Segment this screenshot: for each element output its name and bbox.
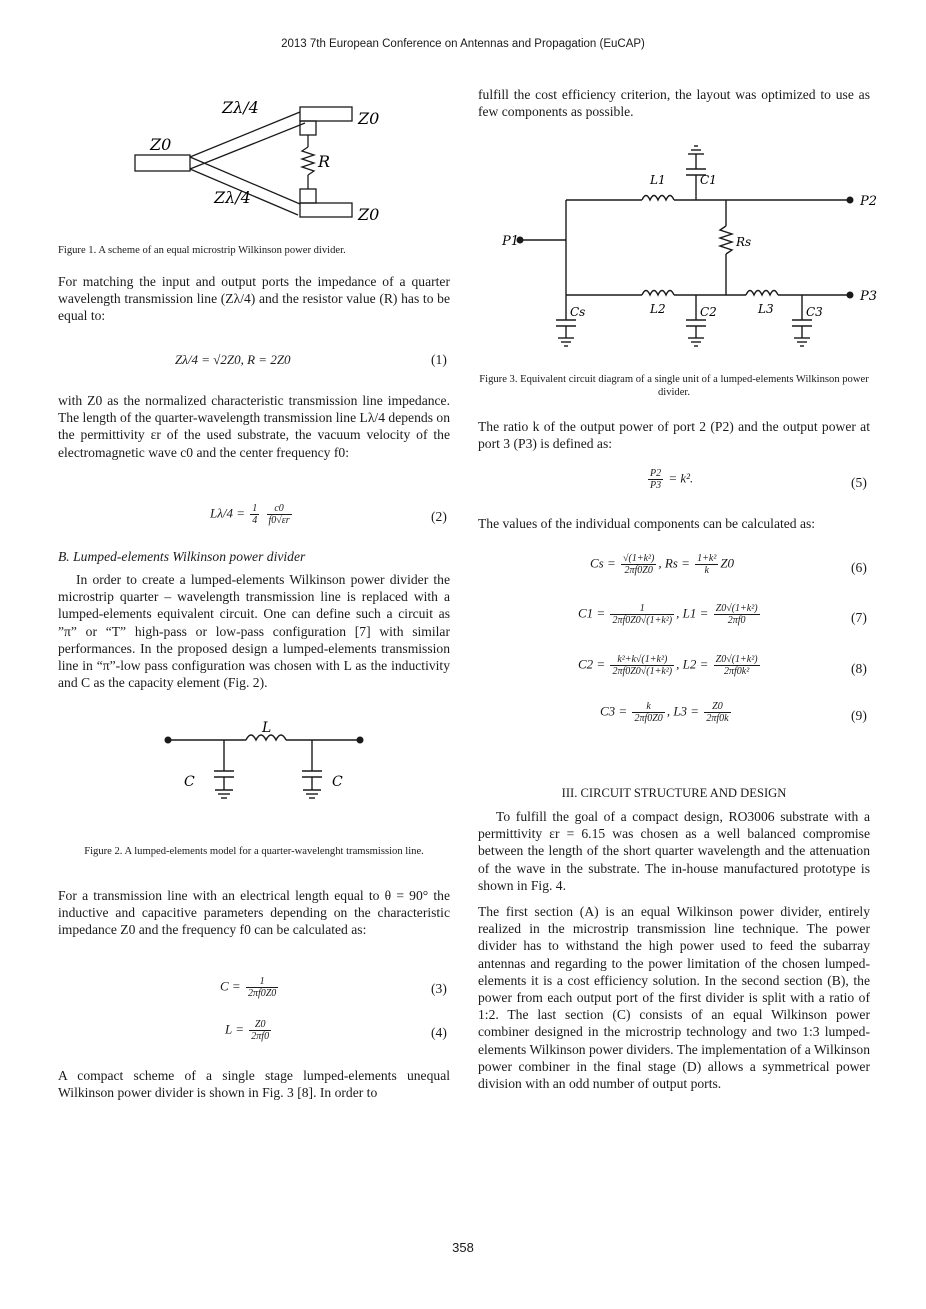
figure-2-lumped-model (160, 718, 370, 808)
equation-9 (600, 701, 733, 724)
eq8-c2-num: k²+k√(1+k²) (610, 654, 674, 666)
eq9-c3-num: k (632, 701, 664, 713)
fig2-label-c-right: C (332, 774, 343, 790)
equation-2 (210, 503, 294, 526)
figure-1-caption: Figure 1. A scheme of an equal microstrip Wilkinson power divider. (58, 245, 346, 256)
figure-2-caption: Figure 2. A lumped-elements model for a quarter-wavelenght tramsmission line. (84, 846, 424, 857)
fig3-label-l3: L3 (758, 302, 774, 316)
eq5-num: P2 (650, 468, 662, 479)
eq7-c1: C1 = (578, 605, 606, 621)
equation-1-number: (1) (431, 352, 447, 367)
eq2-frac-a-num: 1 (252, 503, 258, 514)
equation-5 (646, 468, 693, 491)
paragraph-compact-design: To fulfill the goal of a compact design, RO3006 substrate with a permittivity εr = 6.15 was chosen as a well balanced compromise between the length of the short quarter wavelength and the attenuation of the wave in the substrate. The in-house manufactured prototype is shown in Fig. 4. (478, 809, 870, 893)
paragraph-power-ratio: The ratio k of the output power of port 2 (P2) and the output power at port 3 (P3) is defined as: (478, 419, 870, 452)
eq8-c2: C2 = (578, 656, 606, 672)
paragraph-sections: The first section (A) is an equal Wilkinson power divider, entirely realized in the microstrip transmission line technique. The power divider has to withstand the high power used to feed the subarray antennas and regarding to the power limitation of the chosen lumped-elements it is a cost efficiency solution. In the second section (B), the power from each output port of the first divider is split with a ratio of 1:2. The last section (C) consists of an equal Wilkinson power combiner designed in the microstrip technology and two 1:3 lumped-elements Wilkinson power dividers. The implementation of a Wilkinson power combiner in the final stage (D) allows a symmetrical power division with an odd number of output ports. (478, 904, 870, 1092)
eq6-rs-den: k (704, 565, 709, 576)
fig3-label-l1: L1 (650, 173, 666, 187)
eq6-rs: , Rs = (658, 555, 690, 571)
equation-6 (590, 553, 734, 576)
fig3-label-l2: L2 (650, 302, 666, 316)
equation-2-number: (2) (431, 509, 447, 524)
fig1-label-zl4-top: Zλ/4 (222, 98, 259, 117)
eq7-c1-num: 1 (610, 603, 674, 615)
equation-5-number: (5) (851, 475, 867, 490)
eq2-lhs: Lλ/4 = (210, 505, 245, 521)
fig3-label-c3: C3 (806, 305, 823, 319)
fig1-label-z0-out-top: Z0 (358, 109, 380, 128)
fig3-label-rs: Rs (736, 235, 752, 249)
eq2-frac-a-den: 4 (252, 515, 258, 526)
fig1-label-z0-in: Z0 (150, 135, 172, 154)
equation-4-number: (4) (431, 1025, 447, 1040)
equation-3 (220, 976, 280, 999)
paragraph-transmission: For a transmission line with an electrical length equal to θ = 90° the inductive and capacitive parameters depending on the characteristic impedance Z0 and the frequency f0 can be calculated as: (58, 888, 450, 938)
eq4-num: Z0 (249, 1019, 271, 1031)
fig3-label-p1: P1 (502, 234, 520, 249)
eq8-l2-den: 2πf0k² (723, 666, 750, 677)
eq4-lhs: L = (225, 1021, 245, 1037)
paragraph-compact-scheme: A compact scheme of a single stage lumped-elements unequal Wilkinson power divider is shown in Fig. 3 [8]. In order to (58, 1068, 450, 1101)
paragraph-cost-efficiency: fulfill the cost efficiency criterion, the layout was optimized to use as few components as possible. (478, 87, 870, 120)
eq3-lhs: C = (220, 978, 241, 994)
figure-1-wilkinson-scheme (130, 95, 400, 225)
paragraph-matching: For matching the input and output ports the impedance of a quarter wavelength transmission line (Zλ/4) and the resistor value (R) has to be equal to: (58, 274, 450, 324)
conference-header: 2013 7th European Conference on Antennas and Propagation (EuCAP) (281, 38, 645, 50)
eq8-l2: , L2 = (676, 656, 709, 672)
eq6-cs-den: 2πf0Z0 (624, 565, 653, 576)
paragraph-lumped: In order to create a lumped-elements Wilkinson power divider the microstrip quarter – wavelength transmission line is replaced with a lumped-elements equivalent circuit. One can define such a circuit as ”π” or “T” high-pass or low-pass configuration [7] with similar performances. In the proposed design a lumped-elements transmission line in “π”-low pass configuration was chosen with L as the inductivity and C as the capacity element (Fig. 2). (58, 572, 450, 691)
equation-4 (225, 1019, 273, 1042)
eq8-c2-den: 2πf0Z0√(1+k²) (612, 666, 673, 677)
eq6-z0: Z0 (720, 555, 735, 571)
eq5-den: P3 (650, 480, 662, 491)
eq9-c3: C3 = (600, 703, 628, 719)
eq6-cs: Cs = (590, 555, 616, 571)
fig3-label-p3: P3 (860, 289, 878, 304)
fig2-label-c-left: C (184, 774, 195, 790)
equation-7 (578, 603, 762, 626)
eq9-l3-den: 2πf0k (706, 713, 729, 724)
equation-8-number: (8) (851, 661, 867, 676)
fig3-label-cs: Cs (570, 305, 586, 319)
page-number: 358 (452, 1240, 474, 1255)
eq4-den: 2πf0 (251, 1031, 270, 1042)
paragraph-component-values: The values of the individual components can be calculated as: (478, 516, 816, 531)
eq9-l3-num: Z0 (704, 701, 730, 713)
eq7-l1: , L1 = (676, 605, 709, 621)
section-b-heading: B. Lumped-elements Wilkinson power divider (58, 549, 306, 564)
eq2-frac-b-den: f0√εr (268, 515, 290, 526)
figure-3-caption: Figure 3. Equivalent circuit diagram of a single unit of a lumped-elements Wilkinson power divider. (479, 374, 869, 398)
eq3-den: 2πf0Z0 (247, 988, 277, 999)
fig3-label-p2: P2 (860, 194, 878, 209)
equation-6-number: (6) (851, 560, 867, 575)
eq9-c3-den: 2πf0Z0 (634, 713, 663, 724)
equation-7-number: (7) (851, 610, 867, 625)
equation-3-number: (3) (431, 981, 447, 996)
eq9-l3: , L3 = (666, 703, 700, 719)
eq2-frac-b-num: c0 (267, 503, 292, 515)
paragraph-length: with Z0 as the normalized characteristic transmission line impedance. The length of the quarter-wavelength transmission line Lλ/4 depends on the permittivity εr of the used substrate, the vacuum velocity of the electromagnetic wave c0 and the center frequency f0: (58, 393, 450, 460)
equation-9-number: (9) (851, 708, 867, 723)
eq8-l2-num: Z0√(1+k²) (715, 654, 758, 665)
eq7-c1-den: 2πf0Z0√(1+k²) (612, 615, 673, 626)
eq6-cs-num: √(1+k²) (623, 553, 655, 564)
eq5-rhs: = k². (668, 470, 694, 486)
fig3-label-c2: C2 (700, 305, 717, 319)
fig3-label-c1: C1 (700, 173, 717, 187)
equation-8 (578, 654, 762, 677)
fig1-label-z0-out-bottom: Z0 (358, 205, 380, 224)
fig1-label-zl4-bottom: Zλ/4 (214, 188, 251, 207)
equation-1: Zλ/4 = √2Z0, R = 2Z0 (175, 352, 291, 367)
eq7-l1-den: 2πf0 (727, 615, 746, 626)
eq7-l1-num: Z0√(1+k²) (715, 603, 758, 614)
fig1-label-r: R (318, 152, 331, 171)
fig2-label-l: L (262, 720, 272, 736)
section-iii-heading: III. CIRCUIT STRUCTURE AND DESIGN (561, 786, 787, 800)
figure-3-equivalent-circuit (500, 130, 890, 360)
eq6-rs-num: 1+k² (697, 553, 717, 564)
eq3-num: 1 (246, 976, 278, 988)
